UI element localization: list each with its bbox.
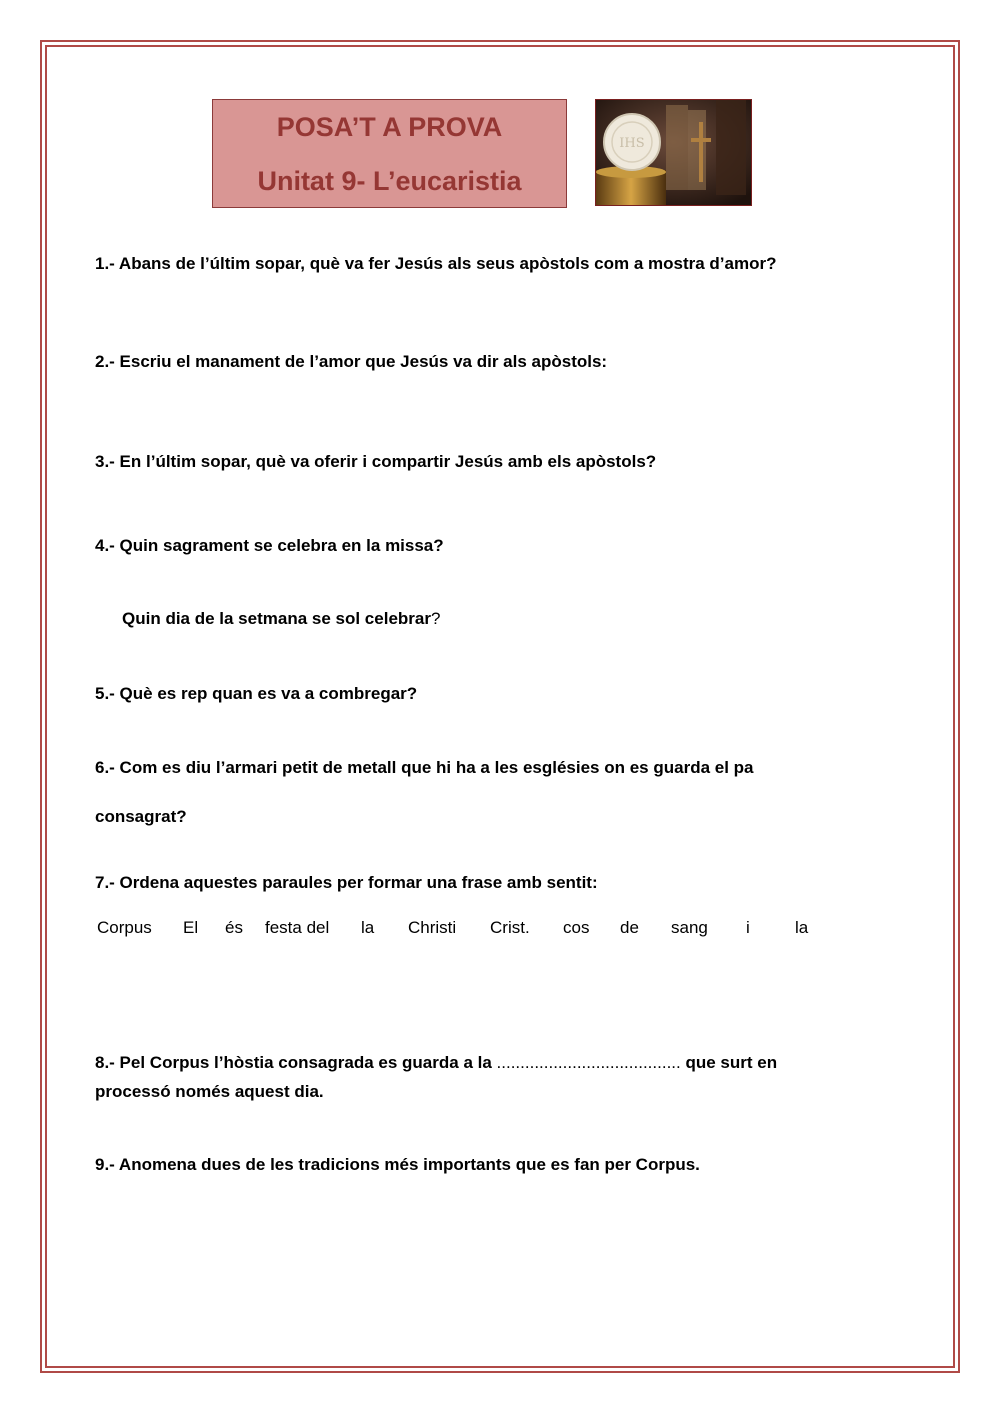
scrambled-word: festa del bbox=[265, 918, 330, 937]
question-4b-mark: ? bbox=[430, 609, 441, 628]
svg-text:IHS: IHS bbox=[619, 136, 645, 151]
scrambled-word: de bbox=[620, 918, 639, 937]
scrambled-word: cos bbox=[563, 918, 590, 937]
question-4b bbox=[122, 609, 440, 629]
question-7: 7.- Ordena aquestes paraules per formar una frase amb sentit: bbox=[95, 873, 598, 892]
scrambled-word: Corpus bbox=[97, 918, 152, 937]
scrambled-word: la bbox=[361, 918, 375, 937]
question-6-line-2: consagrat? bbox=[95, 807, 187, 826]
scrambled-word: i bbox=[746, 918, 750, 937]
scrambled-word: sang bbox=[671, 918, 708, 937]
question-8-line-1 bbox=[95, 1053, 777, 1073]
question-8-line-2: processó només aquest dia. bbox=[95, 1082, 324, 1101]
question-5: 5.- Què es rep quan es va a combregar? bbox=[95, 684, 418, 703]
scrambled-word: El bbox=[183, 918, 199, 937]
question-8-blank: ....................................... bbox=[496, 1053, 681, 1072]
question-2: 2.- Escriu el manament de l’amor que Jesús va dir als apòstols: bbox=[95, 352, 608, 371]
question-8-before: 8.- Pel Corpus l’hòstia consagrada es guarda a la bbox=[95, 1053, 497, 1072]
question-4b-text: Quin dia de la setmana se sol celebrar bbox=[122, 609, 431, 628]
question-6-line-1: 6.- Com es diu l’armari petit de metall que hi ha a les esglésies on es guarda el pa bbox=[95, 758, 754, 777]
title-line-2: Unitat 9- L’eucaristia bbox=[257, 166, 522, 196]
question-3: 3.- En l’últim sopar, què va oferir i compartir Jesús amb els apòstols? bbox=[95, 452, 657, 471]
eucharist-photo-icon bbox=[595, 99, 752, 206]
question-8-after: que surt en bbox=[680, 1053, 778, 1072]
scrambled-word: la bbox=[795, 918, 809, 937]
scrambled-word: Crist. bbox=[490, 918, 530, 937]
question-4: 4.- Quin sagrament se celebra en la missa? bbox=[95, 536, 444, 555]
scrambled-word: és bbox=[225, 918, 243, 937]
title-box bbox=[212, 99, 567, 208]
question-1: 1.- Abans de l’últim sopar, què va fer Jesús als seus apòstols com a mostra d’amor? bbox=[95, 254, 777, 273]
title-line-1: POSA’T A PROVA bbox=[276, 112, 503, 142]
question-9: 9.- Anomena dues de les tradicions més importants que es fan per Corpus. bbox=[95, 1155, 700, 1174]
scrambled-word: Christi bbox=[408, 918, 457, 937]
